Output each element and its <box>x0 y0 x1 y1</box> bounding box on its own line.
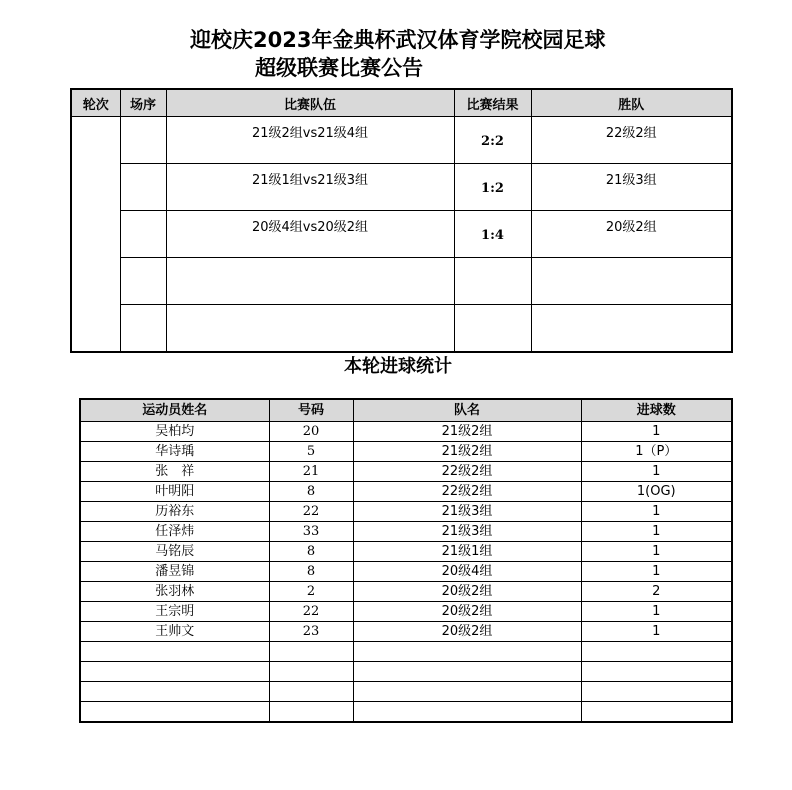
player-name-cell: 马铭辰 <box>80 542 269 562</box>
table-row <box>71 305 732 353</box>
teams-cell: 20级4组vs20级2组 <box>166 211 454 258</box>
team-cell: 21级2组 <box>353 442 581 462</box>
result-cell <box>454 305 531 353</box>
team-cell <box>353 662 581 682</box>
number-cell <box>269 702 353 723</box>
header-winner: 胜队 <box>531 89 732 117</box>
goals-cell <box>581 662 732 682</box>
team-cell: 22级2组 <box>353 482 581 502</box>
goals-cell: 1（P） <box>581 442 732 462</box>
number-cell: 8 <box>269 562 353 582</box>
order-cell <box>120 211 166 258</box>
player-name-cell <box>80 682 269 702</box>
table-row <box>80 462 732 482</box>
teams-cell <box>166 305 454 353</box>
table-row <box>80 522 732 542</box>
number-cell <box>269 682 353 702</box>
player-name-cell: 王帅文 <box>80 622 269 642</box>
table-row <box>80 442 732 462</box>
number-cell: 22 <box>269 602 353 622</box>
table-row <box>80 542 732 562</box>
goals-cell <box>581 682 732 702</box>
result-cell: 2:2 <box>454 117 531 164</box>
table-row <box>80 602 732 622</box>
goals-cell: 1 <box>581 462 732 482</box>
team-cell <box>353 702 581 723</box>
table-row <box>80 422 732 442</box>
player-name-cell: 历裕东 <box>80 502 269 522</box>
teams-cell: 21级1组vs21级3组 <box>166 164 454 211</box>
table-row <box>80 662 732 682</box>
header-result: 比赛结果 <box>454 89 531 117</box>
number-cell: 22 <box>269 502 353 522</box>
goal-table-header <box>80 399 732 422</box>
table-row <box>80 622 732 642</box>
match-table-header <box>71 89 732 117</box>
team-cell: 20级2组 <box>353 582 581 602</box>
player-name-cell: 潘昱锦 <box>80 562 269 582</box>
header-order: 场序 <box>120 89 166 117</box>
winner-cell <box>531 258 732 305</box>
winner-cell: 21级3组 <box>531 164 732 211</box>
header-goals: 进球数 <box>581 399 732 422</box>
player-name-cell: 任泽炜 <box>80 522 269 542</box>
order-cell <box>120 258 166 305</box>
winner-cell: 20级2组 <box>531 211 732 258</box>
number-cell: 2 <box>269 582 353 602</box>
team-cell <box>353 642 581 662</box>
table-row <box>71 164 732 211</box>
player-name-cell: 张羽林 <box>80 582 269 602</box>
goals-cell: 1 <box>581 602 732 622</box>
number-cell: 33 <box>269 522 353 542</box>
header-team-name: 队名 <box>353 399 581 422</box>
order-cell <box>120 117 166 164</box>
page-subtitle: 超级联赛比赛公告 <box>255 56 423 80</box>
team-cell: 21级2组 <box>353 422 581 442</box>
team-cell: 22级2组 <box>353 462 581 482</box>
order-cell <box>120 164 166 211</box>
player-name-cell: 王宗明 <box>80 602 269 622</box>
number-cell: 5 <box>269 442 353 462</box>
table-row <box>71 211 732 258</box>
team-cell: 21级3组 <box>353 522 581 542</box>
result-cell: 1:4 <box>454 211 531 258</box>
number-cell: 8 <box>269 482 353 502</box>
winner-cell: 22级2组 <box>531 117 732 164</box>
teams-cell <box>166 258 454 305</box>
player-name-cell <box>80 702 269 723</box>
goal-table <box>79 398 733 723</box>
player-name-cell: 张 祥 <box>80 462 269 482</box>
result-cell: 1:2 <box>454 164 531 211</box>
goals-cell <box>581 642 732 662</box>
header-player-name: 运动员姓名 <box>80 399 269 422</box>
number-cell: 8 <box>269 542 353 562</box>
player-name-cell: 叶明阳 <box>80 482 269 502</box>
team-cell: 20级4组 <box>353 562 581 582</box>
table-row <box>80 582 732 602</box>
number-cell <box>269 662 353 682</box>
table-row <box>80 702 732 723</box>
team-cell: 21级1组 <box>353 542 581 562</box>
player-name-cell <box>80 642 269 662</box>
number-cell: 23 <box>269 622 353 642</box>
number-cell <box>269 642 353 662</box>
number-cell: 21 <box>269 462 353 482</box>
table-row <box>71 117 732 164</box>
table-row <box>80 502 732 522</box>
match-table <box>70 88 733 353</box>
goals-cell: 2 <box>581 582 732 602</box>
team-cell: 21级3组 <box>353 502 581 522</box>
page-title: 迎校庆2023年金典杯武汉体育学院校园足球 <box>190 28 606 52</box>
table-row <box>80 482 732 502</box>
table-row <box>71 258 732 305</box>
goal-section-title: 本轮进球统计 <box>344 356 452 377</box>
goals-cell <box>581 702 732 723</box>
player-name-cell: 吴柏均 <box>80 422 269 442</box>
goals-cell: 1 <box>581 562 732 582</box>
goals-cell: 1(OG) <box>581 482 732 502</box>
header-teams: 比赛队伍 <box>166 89 454 117</box>
header-number: 号码 <box>269 399 353 422</box>
order-cell <box>120 305 166 353</box>
round-cell <box>71 117 120 353</box>
team-cell: 20级2组 <box>353 622 581 642</box>
team-cell: 20级2组 <box>353 602 581 622</box>
table-row <box>80 562 732 582</box>
goals-cell: 1 <box>581 522 732 542</box>
header-round: 轮次 <box>71 89 120 117</box>
table-row <box>80 642 732 662</box>
result-cell <box>454 258 531 305</box>
goals-cell: 1 <box>581 542 732 562</box>
goals-cell: 1 <box>581 502 732 522</box>
goals-cell: 1 <box>581 422 732 442</box>
goals-cell: 1 <box>581 622 732 642</box>
number-cell: 20 <box>269 422 353 442</box>
team-cell <box>353 682 581 702</box>
teams-cell: 21级2组vs21级4组 <box>166 117 454 164</box>
winner-cell <box>531 305 732 353</box>
table-row <box>80 682 732 702</box>
player-name-cell: 华诗瑀 <box>80 442 269 462</box>
player-name-cell <box>80 662 269 682</box>
